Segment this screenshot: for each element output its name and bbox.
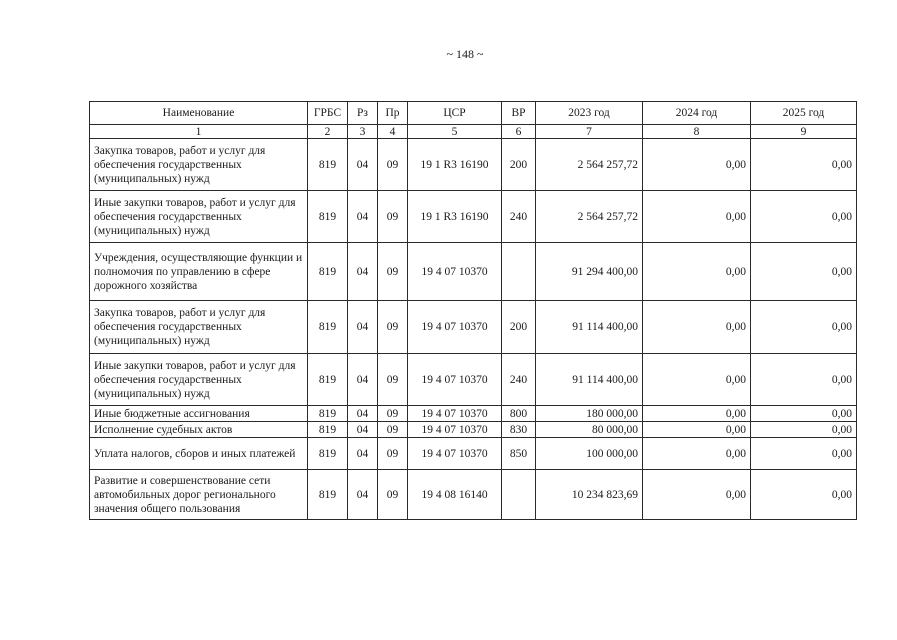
row-vr: 200 [502, 301, 536, 354]
row-grbs: 819 [308, 191, 348, 243]
column-number: 2 [308, 125, 348, 139]
row-rz: 04 [348, 243, 378, 301]
table-row [90, 438, 857, 470]
row-vr: 800 [502, 406, 536, 422]
row-amount-2024: 0,00 [643, 406, 751, 422]
header-2023: 2023 год [536, 102, 643, 125]
header-2024: 2024 год [643, 102, 751, 125]
row-vr: 850 [502, 438, 536, 470]
row-amount-2024: 0,00 [643, 301, 751, 354]
table-row [90, 406, 857, 422]
row-grbs: 819 [308, 139, 348, 191]
row-name: Закупка товаров, работ и услуг для обеспечения государственных (муниципальных) нужд [90, 139, 308, 191]
table-row [90, 354, 857, 406]
column-number: 4 [378, 125, 408, 139]
row-amount-2023: 91 114 400,00 [536, 354, 643, 406]
row-pr: 09 [378, 438, 408, 470]
header-csr: ЦСР [408, 102, 502, 125]
row-amount-2024: 0,00 [643, 243, 751, 301]
header-pr: Пр [378, 102, 408, 125]
row-grbs: 819 [308, 406, 348, 422]
row-rz: 04 [348, 139, 378, 191]
row-amount-2024: 0,00 [643, 438, 751, 470]
row-vr: 240 [502, 191, 536, 243]
row-name: Развитие и совершенствование сети автомобильных дорог регионального значения общего пользования [90, 470, 308, 520]
row-grbs: 819 [308, 301, 348, 354]
row-amount-2025: 0,00 [751, 354, 857, 406]
table-row [90, 422, 857, 438]
row-grbs: 819 [308, 438, 348, 470]
row-grbs: 819 [308, 422, 348, 438]
row-amount-2025: 0,00 [751, 406, 857, 422]
row-amount-2023: 10 234 823,69 [536, 470, 643, 520]
row-amount-2025: 0,00 [751, 438, 857, 470]
row-pr: 09 [378, 191, 408, 243]
row-name: Уплата налогов, сборов и иных платежей [90, 438, 308, 470]
column-number: 3 [348, 125, 378, 139]
row-csr: 19 1 R3 16190 [408, 191, 502, 243]
row-amount-2025: 0,00 [751, 301, 857, 354]
row-grbs: 819 [308, 243, 348, 301]
row-pr: 09 [378, 354, 408, 406]
column-number: 5 [408, 125, 502, 139]
row-amount-2023: 2 564 257,72 [536, 191, 643, 243]
row-pr: 09 [378, 139, 408, 191]
column-number: 7 [536, 125, 643, 139]
row-amount-2023: 91 294 400,00 [536, 243, 643, 301]
header-2025: 2025 год [751, 102, 857, 125]
row-amount-2025: 0,00 [751, 191, 857, 243]
row-name: Учреждения, осуществляющие функции и полномочия по управлению в сфере дорожного хозяйства [90, 243, 308, 301]
row-csr: 19 4 07 10370 [408, 438, 502, 470]
column-number: 8 [643, 125, 751, 139]
row-rz: 04 [348, 406, 378, 422]
row-amount-2025: 0,00 [751, 243, 857, 301]
row-csr: 19 1 R3 16190 [408, 139, 502, 191]
row-rz: 04 [348, 422, 378, 438]
row-csr: 19 4 07 10370 [408, 243, 502, 301]
row-rz: 04 [348, 438, 378, 470]
table-row [90, 243, 857, 301]
table-row [90, 301, 857, 354]
header-rz: Рз [348, 102, 378, 125]
row-pr: 09 [378, 243, 408, 301]
row-amount-2023: 91 114 400,00 [536, 301, 643, 354]
table-row [90, 470, 857, 520]
row-grbs: 819 [308, 470, 348, 520]
row-rz: 04 [348, 354, 378, 406]
budget-table [89, 101, 857, 520]
row-name: Исполнение судебных актов [90, 422, 308, 438]
header-grbs: ГРБС [308, 102, 348, 125]
column-number-row [90, 125, 857, 139]
row-name: Иные закупки товаров, работ и услуг для обеспечения государственных (муниципальных) нужд [90, 191, 308, 243]
table-row [90, 191, 857, 243]
row-pr: 09 [378, 301, 408, 354]
row-csr: 19 4 08 16140 [408, 470, 502, 520]
row-rz: 04 [348, 470, 378, 520]
row-amount-2025: 0,00 [751, 422, 857, 438]
header-vr: ВР [502, 102, 536, 125]
row-amount-2025: 0,00 [751, 139, 857, 191]
row-amount-2025: 0,00 [751, 470, 857, 520]
row-rz: 04 [348, 191, 378, 243]
row-amount-2024: 0,00 [643, 470, 751, 520]
row-csr: 19 4 07 10370 [408, 422, 502, 438]
table-row [90, 139, 857, 191]
row-name: Иные бюджетные ассигнования [90, 406, 308, 422]
row-pr: 09 [378, 406, 408, 422]
row-vr [502, 243, 536, 301]
header-name: Наименование [90, 102, 308, 125]
row-amount-2023: 100 000,00 [536, 438, 643, 470]
row-vr: 830 [502, 422, 536, 438]
header-row [90, 102, 857, 125]
row-amount-2024: 0,00 [643, 139, 751, 191]
row-vr: 200 [502, 139, 536, 191]
column-number: 9 [751, 125, 857, 139]
row-amount-2023: 2 564 257,72 [536, 139, 643, 191]
row-amount-2024: 0,00 [643, 354, 751, 406]
column-number: 6 [502, 125, 536, 139]
row-rz: 04 [348, 301, 378, 354]
row-csr: 19 4 07 10370 [408, 354, 502, 406]
row-amount-2023: 180 000,00 [536, 406, 643, 422]
row-csr: 19 4 07 10370 [408, 301, 502, 354]
page-number: ~ 148 ~ [446, 47, 484, 61]
row-grbs: 819 [308, 354, 348, 406]
row-amount-2024: 0,00 [643, 191, 751, 243]
row-pr: 09 [378, 470, 408, 520]
row-vr: 240 [502, 354, 536, 406]
row-vr [502, 470, 536, 520]
row-name: Закупка товаров, работ и услуг для обеспечения государственных (муниципальных) нужд [90, 301, 308, 354]
row-name: Иные закупки товаров, работ и услуг для обеспечения государственных (муниципальных) нужд [90, 354, 308, 406]
row-pr: 09 [378, 422, 408, 438]
row-amount-2024: 0,00 [643, 422, 751, 438]
row-csr: 19 4 07 10370 [408, 406, 502, 422]
column-number: 1 [90, 125, 308, 139]
row-amount-2023: 80 000,00 [536, 422, 643, 438]
